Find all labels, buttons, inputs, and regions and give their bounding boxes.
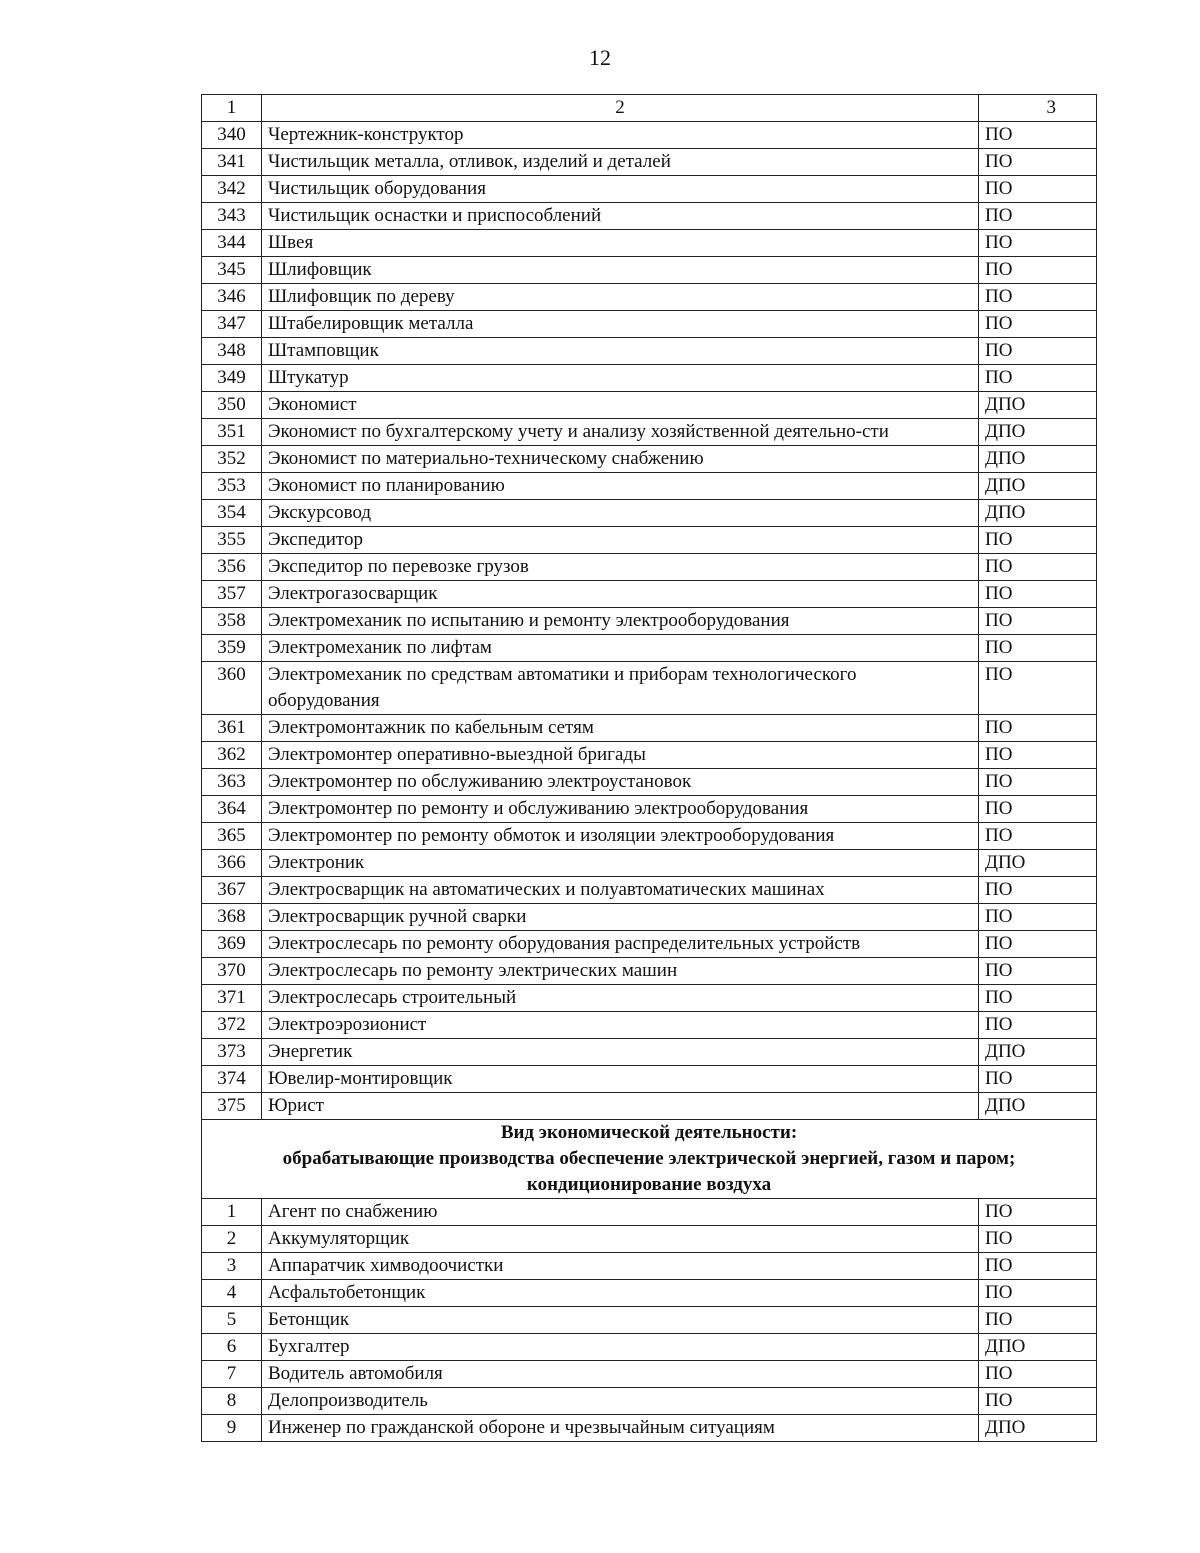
- table-row: [202, 230, 1097, 257]
- table-row: [202, 1253, 1097, 1280]
- table-row: [202, 338, 1097, 365]
- education-type: ДПО: [979, 1415, 1097, 1442]
- education-type: ПО: [979, 365, 1097, 392]
- table-row: [202, 1334, 1097, 1361]
- profession-name: Экономист по материально-техническому снабжению: [262, 446, 979, 473]
- row-number: 6: [202, 1334, 262, 1361]
- profession-name: Электромонтер по ремонту обмоток и изоляции электрооборудования: [262, 823, 979, 850]
- profession-name: Электромонтер по ремонту и обслуживанию электрооборудования: [262, 796, 979, 823]
- education-type: ПО: [979, 311, 1097, 338]
- education-type: ДПО: [979, 1039, 1097, 1066]
- education-type: ПО: [979, 527, 1097, 554]
- profession-name: Аккумуляторщик: [262, 1226, 979, 1253]
- table-row: [202, 365, 1097, 392]
- table-row: [202, 662, 1097, 715]
- profession-name: Асфальтобетонщик: [262, 1280, 979, 1307]
- row-number: 1: [202, 1199, 262, 1226]
- profession-name: Бетонщик: [262, 1307, 979, 1334]
- education-type: ПО: [979, 1199, 1097, 1226]
- education-type: ДПО: [979, 473, 1097, 500]
- education-type: ПО: [979, 715, 1097, 742]
- profession-name: Электромонтер по обслуживанию электроустановок: [262, 769, 979, 796]
- profession-name: Штабелировщик металла: [262, 311, 979, 338]
- row-number: 369: [202, 931, 262, 958]
- profession-name: Электромеханик по испытанию и ремонту электрооборудования: [262, 608, 979, 635]
- education-type: ПО: [979, 554, 1097, 581]
- row-number: 342: [202, 176, 262, 203]
- table-row: [202, 176, 1097, 203]
- profession-name: Водитель автомобиля: [262, 1361, 979, 1388]
- table-row: [202, 1066, 1097, 1093]
- row-number: 346: [202, 284, 262, 311]
- table-row: [202, 257, 1097, 284]
- profession-name: Электромеханик по средствам автоматики и приборам технологического оборудования: [262, 662, 979, 715]
- profession-name: Чистильщик металла, отливок, изделий и деталей: [262, 149, 979, 176]
- row-number: 340: [202, 122, 262, 149]
- profession-name: Электросварщик ручной сварки: [262, 904, 979, 931]
- row-number: 341: [202, 149, 262, 176]
- row-number: 364: [202, 796, 262, 823]
- table-row: [202, 1199, 1097, 1226]
- table-row: [202, 715, 1097, 742]
- education-type: ПО: [979, 1012, 1097, 1039]
- row-number: 351: [202, 419, 262, 446]
- row-number: 373: [202, 1039, 262, 1066]
- profession-name: Швея: [262, 230, 979, 257]
- education-type: ДПО: [979, 1334, 1097, 1361]
- table-row: [202, 823, 1097, 850]
- row-number: 9: [202, 1415, 262, 1442]
- row-number: 344: [202, 230, 262, 257]
- table-row: [202, 284, 1097, 311]
- table-row: [202, 1307, 1097, 1334]
- row-number: 348: [202, 338, 262, 365]
- profession-name: Экономист: [262, 392, 979, 419]
- profession-name: Экономист по планированию: [262, 473, 979, 500]
- education-type: ДПО: [979, 392, 1097, 419]
- section-header-row: [202, 1120, 1097, 1199]
- profession-name: Экскурсовод: [262, 500, 979, 527]
- page-number: 12: [589, 45, 611, 70]
- table-row: [202, 203, 1097, 230]
- row-number: 365: [202, 823, 262, 850]
- row-number: 4: [202, 1280, 262, 1307]
- table-row: [202, 527, 1097, 554]
- education-type: ПО: [979, 608, 1097, 635]
- profession-name: Электромонтер оперативно-выездной бригады: [262, 742, 979, 769]
- profession-name: Электрогазосварщик: [262, 581, 979, 608]
- table-body: [202, 95, 1097, 1442]
- profession-name: Электрослесарь по ремонту оборудования распределительных устройств: [262, 931, 979, 958]
- row-number: 361: [202, 715, 262, 742]
- section-heading-line1: Вид экономической деятельности:: [500, 1122, 798, 1143]
- table-row: [202, 311, 1097, 338]
- row-number: 354: [202, 500, 262, 527]
- row-number: 345: [202, 257, 262, 284]
- education-type: ПО: [979, 1361, 1097, 1388]
- row-number: 374: [202, 1066, 262, 1093]
- education-type: ПО: [979, 1307, 1097, 1334]
- row-number: 2: [202, 1226, 262, 1253]
- table-row: [202, 554, 1097, 581]
- row-number: 368: [202, 904, 262, 931]
- education-type: ПО: [979, 796, 1097, 823]
- education-type: ПО: [979, 1066, 1097, 1093]
- table-row: [202, 1039, 1097, 1066]
- profession-name: Электрослесарь по ремонту электрических машин: [262, 958, 979, 985]
- education-type: ДПО: [979, 1093, 1097, 1120]
- table-row: [202, 1226, 1097, 1253]
- row-number: 356: [202, 554, 262, 581]
- table-row: [202, 1280, 1097, 1307]
- profession-name: Шлифовщик по дереву: [262, 284, 979, 311]
- profession-name: Инженер по гражданской обороне и чрезвычайным ситуациям: [262, 1415, 979, 1442]
- table-row: [202, 1012, 1097, 1039]
- row-number: 355: [202, 527, 262, 554]
- table-row: [202, 877, 1097, 904]
- row-number: 366: [202, 850, 262, 877]
- professions-table: [201, 94, 1097, 1442]
- row-number: 372: [202, 1012, 262, 1039]
- table-row: [202, 958, 1097, 985]
- education-type: ПО: [979, 877, 1097, 904]
- education-type: ПО: [979, 769, 1097, 796]
- header-col-1: 1: [202, 95, 262, 122]
- table-row: [202, 122, 1097, 149]
- row-number: 367: [202, 877, 262, 904]
- profession-name: Экономист по бухгалтерскому учету и анализу хозяйственной деятельно-сти: [262, 419, 979, 446]
- row-number: 370: [202, 958, 262, 985]
- table-row: [202, 1388, 1097, 1415]
- education-type: ПО: [979, 904, 1097, 931]
- table-row: [202, 149, 1097, 176]
- profession-name: Электрослесарь строительный: [262, 985, 979, 1012]
- section-heading-line2: обрабатывающие производства обеспечение электрической энергией, газом и паром;: [282, 1148, 1016, 1169]
- profession-name: Делопроизводитель: [262, 1388, 979, 1415]
- row-number: 350: [202, 392, 262, 419]
- education-type: ПО: [979, 203, 1097, 230]
- table-row: [202, 1415, 1097, 1442]
- row-number: 352: [202, 446, 262, 473]
- row-number: 360: [202, 662, 262, 715]
- table-row: [202, 473, 1097, 500]
- row-number: 371: [202, 985, 262, 1012]
- education-type: ДПО: [979, 446, 1097, 473]
- profession-name: Шлифовщик: [262, 257, 979, 284]
- education-type: ПО: [979, 284, 1097, 311]
- table-row: [202, 931, 1097, 958]
- profession-name: Чертежник-конструктор: [262, 122, 979, 149]
- education-type: ПО: [979, 338, 1097, 365]
- row-number: 357: [202, 581, 262, 608]
- education-type: ПО: [979, 635, 1097, 662]
- row-number: 353: [202, 473, 262, 500]
- profession-name: Аппаратчик химводоочистки: [262, 1253, 979, 1280]
- table-row: [202, 904, 1097, 931]
- row-number: 358: [202, 608, 262, 635]
- education-type: ПО: [979, 1388, 1097, 1415]
- education-type: ПО: [979, 1226, 1097, 1253]
- header-col-2: 2: [262, 95, 979, 122]
- profession-name: Электроник: [262, 850, 979, 877]
- profession-name: Электромонтажник по кабельным сетям: [262, 715, 979, 742]
- profession-name: Бухгалтер: [262, 1334, 979, 1361]
- row-number: 5: [202, 1307, 262, 1334]
- education-type: ДПО: [979, 850, 1097, 877]
- education-type: ПО: [979, 176, 1097, 203]
- education-type: ПО: [979, 985, 1097, 1012]
- table-row: [202, 446, 1097, 473]
- education-type: ПО: [979, 742, 1097, 769]
- profession-name: Агент по снабжению: [262, 1199, 979, 1226]
- table-row: [202, 1093, 1097, 1120]
- table-row: [202, 608, 1097, 635]
- education-type: ПО: [979, 662, 1097, 715]
- row-number: 359: [202, 635, 262, 662]
- row-number: 363: [202, 769, 262, 796]
- table-row: [202, 392, 1097, 419]
- education-type: ДПО: [979, 500, 1097, 527]
- profession-name: Электросварщик на автоматических и полуавтоматических машинах: [262, 877, 979, 904]
- table-header-row: [202, 95, 1097, 122]
- section-heading-line3: кондиционирование воздуха: [526, 1174, 772, 1195]
- table-row: [202, 769, 1097, 796]
- table-row: [202, 850, 1097, 877]
- profession-name: Энергетик: [262, 1039, 979, 1066]
- education-type: ПО: [979, 581, 1097, 608]
- education-type: ПО: [979, 230, 1097, 257]
- table-row: [202, 985, 1097, 1012]
- profession-name: Штамповщик: [262, 338, 979, 365]
- row-number: 347: [202, 311, 262, 338]
- profession-name: Штукатур: [262, 365, 979, 392]
- table-row: [202, 581, 1097, 608]
- profession-name: Экспедитор по перевозке грузов: [262, 554, 979, 581]
- profession-name: Чистильщик оборудования: [262, 176, 979, 203]
- education-type: ПО: [979, 1253, 1097, 1280]
- profession-name: Юрист: [262, 1093, 979, 1120]
- row-number: 375: [202, 1093, 262, 1120]
- education-type: ДПО: [979, 419, 1097, 446]
- table-row: [202, 742, 1097, 769]
- profession-name: Чистильщик оснастки и приспособлений: [262, 203, 979, 230]
- education-type: ПО: [979, 958, 1097, 985]
- row-number: 362: [202, 742, 262, 769]
- education-type: ПО: [979, 823, 1097, 850]
- row-number: 7: [202, 1361, 262, 1388]
- table-row: [202, 635, 1097, 662]
- education-type: ПО: [979, 257, 1097, 284]
- profession-name: Электромеханик по лифтам: [262, 635, 979, 662]
- profession-name: Ювелир-монтировщик: [262, 1066, 979, 1093]
- profession-name: Экспедитор: [262, 527, 979, 554]
- education-type: ПО: [979, 149, 1097, 176]
- education-type: ПО: [979, 122, 1097, 149]
- table-row: [202, 796, 1097, 823]
- row-number: 343: [202, 203, 262, 230]
- table-row: [202, 1361, 1097, 1388]
- row-number: 3: [202, 1253, 262, 1280]
- row-number: 8: [202, 1388, 262, 1415]
- row-number: 349: [202, 365, 262, 392]
- section-heading: [202, 1120, 1097, 1199]
- education-type: ПО: [979, 931, 1097, 958]
- education-type: ПО: [979, 1280, 1097, 1307]
- table-row: [202, 419, 1097, 446]
- header-col-3: 3: [979, 95, 1097, 122]
- table-row: [202, 500, 1097, 527]
- profession-name: Электроэрозионист: [262, 1012, 979, 1039]
